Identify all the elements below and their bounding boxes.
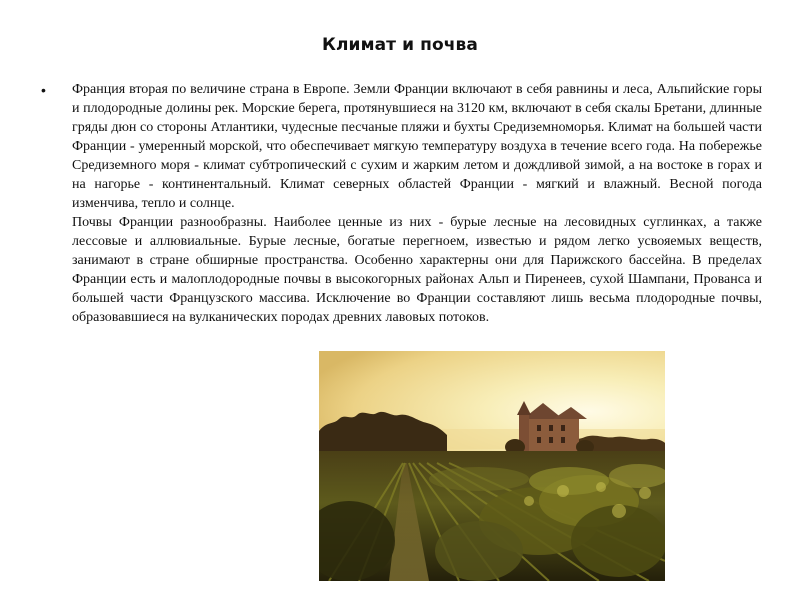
- paragraph-soil: Почвы Франции разнообразны. Наиболее ценные из них - бурые лесные на лесовидных суглинках, а также лессовые и аллювиальные. Бурые лесные, богатые перегноем, известью и рядом легко усвояемых веществ, занимают в стране обширные пространства. Особенно характерны они для Парижского бассейна. В пределах Франции есть и малоплодородные почвы в высокогорных районах Альп и Пиренеев, сухой Шампани, Прованса и большей части Французского массива. Исключение во Франции составляют лишь весьма плодородные почвы, образовавшиеся на вулканических породах древних лавовых потоков.: [72, 215, 762, 325]
- bullet-marker: •: [41, 82, 46, 98]
- slide-title: Климат и почва: [322, 35, 478, 55]
- body-text: [72, 80, 762, 327]
- paragraph-climate: Франция вторая по величине страна в Европе. Земли Франции включают в себя равнины и леса, Альпийские горы и плодородные долины рек. Морские берега, протянувшиеся на 3120 км, включают в себя скалы Бретани, длинные гряды дюн со стороны Атлантики, чудесные песчаные пляжи и бухты Средиземноморья. Климат на большей части Франции - умеренный морской, что обеспечивает мягкую температуру воздуха в течение всего года. На побережье Средиземного моря - климат субтропический с сухим и жарким летом и дождливой зимой, а на востоке в горах и на нагорье - континентальный. Климат северных областей Франции - мягкий и влажный. Весной погода изменчива, тепло и солнце.: [72, 82, 762, 211]
- vineyard-chateau-photo: [319, 351, 665, 581]
- vineyard-chateau-illustration: [319, 351, 665, 581]
